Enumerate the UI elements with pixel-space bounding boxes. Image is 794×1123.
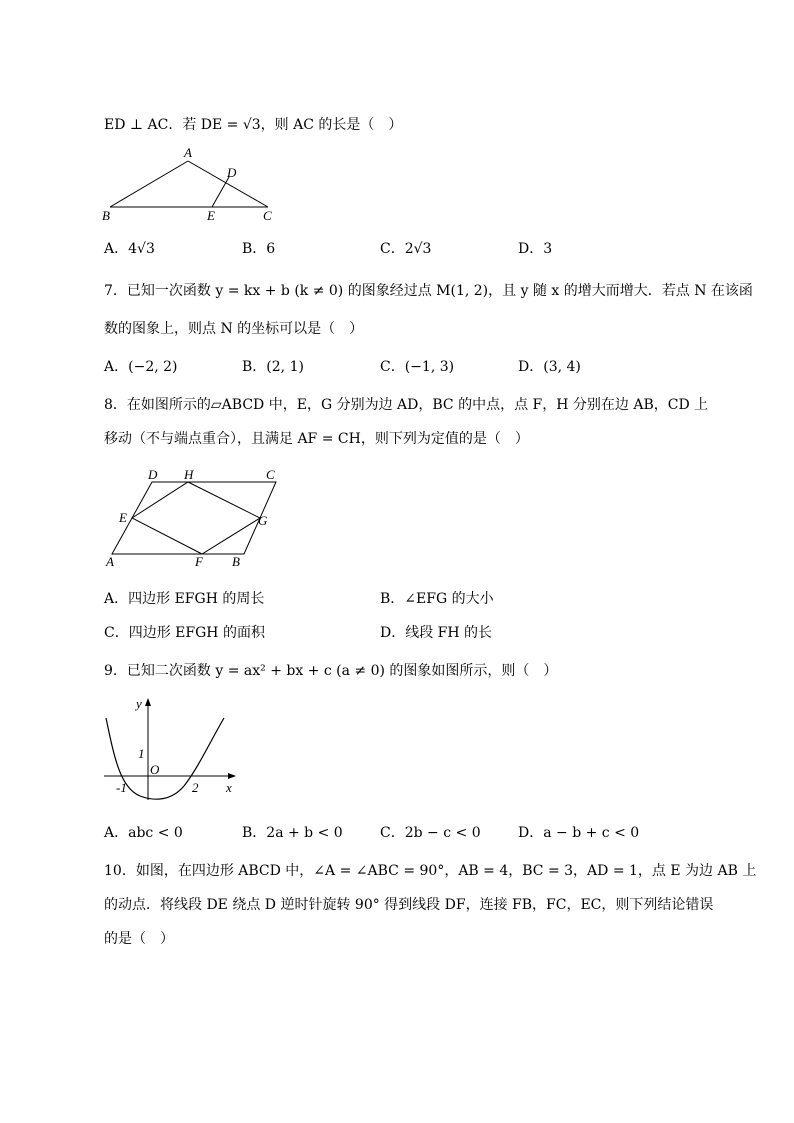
- q7-stem-line2: 数的图象上，则点 N 的坐标可以是（ ）: [104, 321, 364, 337]
- q9-option-b[interactable]: B．2a + b < 0: [242, 825, 343, 841]
- q10-stem-line2: 的动点．将线段 DE 绕点 D 逆时针旋转 90° 得到线段 DF，连接 FB，FC，EC，则下列结论错误: [104, 897, 714, 913]
- q8-label-C: C: [266, 467, 275, 482]
- q8-label-G: G: [258, 513, 268, 528]
- q9-option-c[interactable]: C．2b − c < 0: [380, 825, 481, 841]
- q10-stem-line3: 的是（ ）: [104, 931, 174, 947]
- q8-label-D: D: [148, 467, 158, 482]
- q9-parabola-curve: [103, 715, 166, 806]
- q6-label-D: D: [227, 165, 237, 180]
- q8-parallelogram-figure: [104, 466, 294, 570]
- q9-option-a[interactable]: A．abc < 0: [104, 825, 183, 841]
- q7-stem-line1: 7．已知一次函数 y = kx + b (k ≠ 0) 的图象经过点 M(1, 2)，且 y 随 x 的增大而增大．若点 N 在该函: [104, 283, 753, 299]
- q9-label-y: y: [136, 696, 142, 711]
- q6-triangle-figure: [100, 144, 290, 226]
- q9-label-1: 1: [138, 746, 145, 761]
- q8-label-A: A: [106, 554, 114, 569]
- q8-stem-line2: 移动（不与端点重合），且满足 AF = CH，则下列为定值的是（ ）: [104, 431, 529, 447]
- q9-stem-line1: 9．已知二次函数 y = ax² + bx + c (a ≠ 0) 的图象如图所示，则（ ）: [104, 663, 558, 679]
- q9-parabola-figure: [100, 696, 250, 806]
- q6-option-b[interactable]: B．6: [242, 241, 276, 257]
- q6-option-a[interactable]: A．4√3: [104, 241, 155, 257]
- q8-option-d[interactable]: D．线段 FH 的长: [380, 625, 493, 641]
- q8-label-H: H: [184, 467, 194, 482]
- q8-stem-line1: 8．在如图所示的▱ABCD 中，E，G 分别为边 AD，BC 的中点，点 F，H 分别在边 AB，CD 上: [104, 397, 709, 413]
- q8-label-E: E: [119, 510, 127, 525]
- q9-label-x: x: [226, 780, 232, 795]
- q8-option-a[interactable]: A．四边形 EFGH 的周长: [104, 591, 265, 607]
- q6-option-d[interactable]: D．3: [518, 241, 553, 257]
- q7-option-d[interactable]: D．(3, 4): [518, 359, 581, 375]
- q9-label-2: 2: [192, 780, 199, 795]
- q7-option-b[interactable]: B．(2, 1): [242, 359, 304, 375]
- q10-stem-line1: 10．如图，在四边形 ABCD 中，∠A = ∠ABC = 90°，AB = 4，BC = 3，AD = 1，点 E 为边 AB 上: [104, 863, 757, 879]
- q6-option-c[interactable]: C．2√3: [380, 241, 432, 257]
- q6-label-C: C: [263, 208, 272, 223]
- q9-label-O: O: [150, 762, 160, 777]
- q8-option-b[interactable]: B．∠EFG 的大小: [380, 591, 494, 607]
- q6-label-E: E: [207, 208, 215, 223]
- q9-option-d[interactable]: D．a − b + c < 0: [518, 825, 640, 841]
- q8-label-F: F: [195, 554, 203, 569]
- q8-label-B: B: [232, 554, 240, 569]
- q8-option-c[interactable]: C．四边形 EFGH 的面积: [104, 625, 265, 641]
- q9-label-neg1: -1: [116, 780, 127, 795]
- q6-label-A: A: [184, 145, 192, 160]
- q6-label-B: B: [102, 208, 110, 223]
- q6-stem-tail: ED ⊥ AC．若 DE = √3，则 AC 的长是（ ）: [104, 117, 403, 133]
- q7-option-a[interactable]: A．(−2, 2): [104, 359, 178, 375]
- q7-option-c[interactable]: C．(−1, 3): [380, 359, 455, 375]
